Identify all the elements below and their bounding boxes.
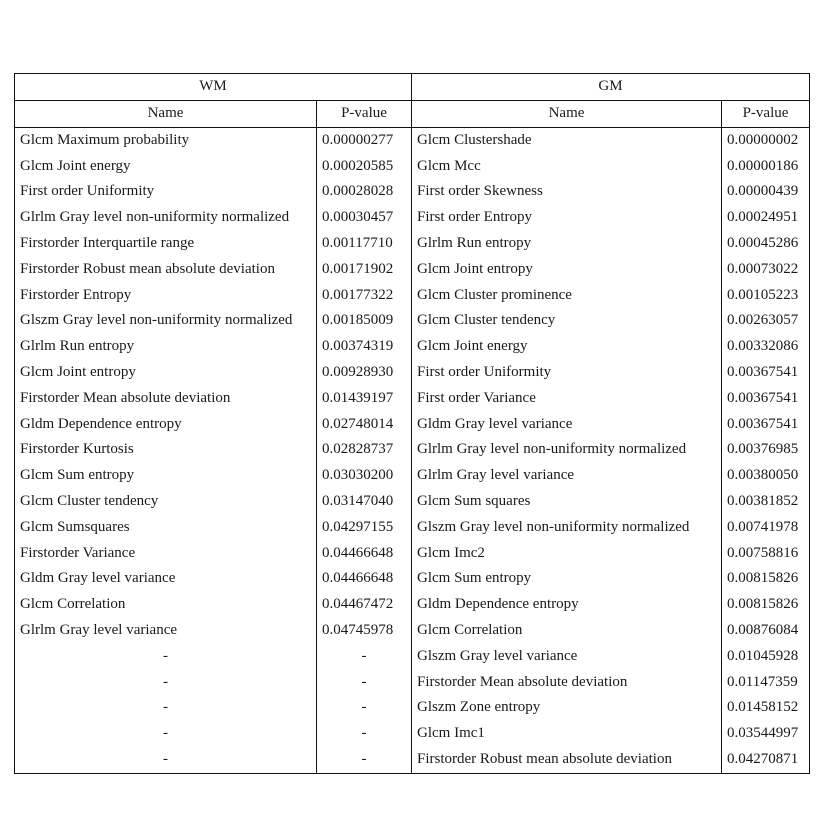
wm-feature-name: Glcm Sum entropy: [15, 463, 317, 489]
table-row: [15, 670, 810, 696]
gm-p-value: 0.00376985: [722, 437, 810, 463]
wm-p-value: 0.00030457: [317, 205, 412, 231]
wm-feature-name: -: [15, 695, 317, 721]
column-header-wm-pvalue: P-value: [317, 101, 412, 128]
gm-p-value: 0.00741978: [722, 515, 810, 541]
gm-p-value: 0.00380050: [722, 463, 810, 489]
wm-p-value: 0.03147040: [317, 489, 412, 515]
table-row: [15, 257, 810, 283]
wm-p-value: 0.04466648: [317, 541, 412, 567]
wm-feature-name: Firstorder Entropy: [15, 283, 317, 309]
gm-p-value: 0.00024951: [722, 205, 810, 231]
gm-feature-name: Glcm Sum entropy: [412, 566, 722, 592]
table-row: [15, 618, 810, 644]
gm-feature-name: Glszm Gray level non-uniformity normalized: [412, 515, 722, 541]
gm-feature-name: Glcm Joint energy: [412, 334, 722, 360]
group-header-wm: WM: [15, 74, 412, 101]
gm-p-value: 0.00876084: [722, 618, 810, 644]
gm-p-value: 0.00367541: [722, 412, 810, 438]
gm-feature-name: Glrlm Gray level variance: [412, 463, 722, 489]
gm-feature-name: Glcm Cluster prominence: [412, 283, 722, 309]
wm-p-value: 0.00928930: [317, 360, 412, 386]
gm-feature-name: Glcm Mcc: [412, 154, 722, 180]
table-row: [15, 386, 810, 412]
gm-p-value: 0.00073022: [722, 257, 810, 283]
gm-p-value: 0.00000186: [722, 154, 810, 180]
table-row: [15, 412, 810, 438]
table-row: [15, 179, 810, 205]
gm-feature-name: First order Entropy: [412, 205, 722, 231]
table-row: [15, 308, 810, 334]
gm-p-value: 0.00105223: [722, 283, 810, 309]
wm-feature-name: Glcm Maximum probability: [15, 127, 317, 153]
gm-p-value: 0.00367541: [722, 386, 810, 412]
gm-p-value: 0.00045286: [722, 231, 810, 257]
table-row: [15, 205, 810, 231]
gm-p-value: 0.00000002: [722, 127, 810, 153]
table-row: [15, 334, 810, 360]
table-row: [15, 721, 810, 747]
wm-p-value: 0.02828737: [317, 437, 412, 463]
column-header-row: [15, 101, 810, 128]
column-header-wm-name: Name: [15, 101, 317, 128]
gm-feature-name: Glcm Imc1: [412, 721, 722, 747]
wm-p-value: -: [317, 695, 412, 721]
gm-feature-name: Glrlm Gray level non-uniformity normalized: [412, 437, 722, 463]
gm-feature-name: Glcm Imc2: [412, 541, 722, 567]
gm-p-value: 0.00332086: [722, 334, 810, 360]
table-row: [15, 463, 810, 489]
gm-p-value: 0.00758816: [722, 541, 810, 567]
wm-p-value: 0.04467472: [317, 592, 412, 618]
gm-feature-name: Glcm Joint entropy: [412, 257, 722, 283]
gm-p-value: 0.00815826: [722, 592, 810, 618]
gm-feature-name: Glrlm Run entropy: [412, 231, 722, 257]
wm-p-value: 0.00028028: [317, 179, 412, 205]
wm-feature-name: Glcm Correlation: [15, 592, 317, 618]
wm-feature-name: Glcm Cluster tendency: [15, 489, 317, 515]
gm-p-value: 0.04270871: [722, 747, 810, 773]
wm-feature-name: Gldm Dependence entropy: [15, 412, 317, 438]
wm-feature-name: Firstorder Interquartile range: [15, 231, 317, 257]
table-row: [15, 231, 810, 257]
gm-feature-name: Glcm Correlation: [412, 618, 722, 644]
table-row: [15, 566, 810, 592]
wm-feature-name: Glcm Joint energy: [15, 154, 317, 180]
table-row: [15, 695, 810, 721]
table-row: [15, 644, 810, 670]
wm-feature-name: Firstorder Kurtosis: [15, 437, 317, 463]
gm-p-value: 0.00381852: [722, 489, 810, 515]
wm-p-value: 0.00177322: [317, 283, 412, 309]
wm-feature-name: Glszm Gray level non-uniformity normalized: [15, 308, 317, 334]
table-row: [15, 515, 810, 541]
wm-feature-name: First order Uniformity: [15, 179, 317, 205]
wm-p-value: 0.00185009: [317, 308, 412, 334]
wm-feature-name: Firstorder Variance: [15, 541, 317, 567]
wm-p-value: 0.00374319: [317, 334, 412, 360]
gm-p-value: 0.01045928: [722, 644, 810, 670]
wm-p-value: 0.00020585: [317, 154, 412, 180]
wm-feature-name: -: [15, 670, 317, 696]
wm-p-value: 0.00117710: [317, 231, 412, 257]
table-row: [15, 489, 810, 515]
wm-p-value: -: [317, 747, 412, 773]
wm-feature-name: Firstorder Mean absolute deviation: [15, 386, 317, 412]
wm-p-value: 0.00000277: [317, 127, 412, 153]
table-row: [15, 360, 810, 386]
gm-feature-name: Glszm Gray level variance: [412, 644, 722, 670]
gm-p-value: 0.01147359: [722, 670, 810, 696]
wm-p-value: 0.04466648: [317, 566, 412, 592]
gm-p-value: 0.00263057: [722, 308, 810, 334]
table-row: [15, 747, 810, 773]
group-header-gm: GM: [412, 74, 810, 101]
gm-p-value: 0.01458152: [722, 695, 810, 721]
wm-feature-name: -: [15, 747, 317, 773]
gm-p-value: 0.00815826: [722, 566, 810, 592]
table-row: [15, 437, 810, 463]
wm-feature-name: Glrlm Run entropy: [15, 334, 317, 360]
gm-feature-name: Gldm Dependence entropy: [412, 592, 722, 618]
column-header-gm-name: Name: [412, 101, 722, 128]
gm-feature-name: Firstorder Robust mean absolute deviation: [412, 747, 722, 773]
wm-feature-name: Glrlm Gray level variance: [15, 618, 317, 644]
gm-feature-name: Glszm Zone entropy: [412, 695, 722, 721]
wm-p-value: -: [317, 644, 412, 670]
table-row: [15, 592, 810, 618]
gm-feature-name: First order Variance: [412, 386, 722, 412]
wm-feature-name: -: [15, 721, 317, 747]
table-row: [15, 154, 810, 180]
wm-p-value: -: [317, 721, 412, 747]
column-header-gm-pvalue: P-value: [722, 101, 810, 128]
table-row: [15, 541, 810, 567]
table-row: [15, 127, 810, 153]
wm-feature-name: Gldm Gray level variance: [15, 566, 317, 592]
wm-p-value: -: [317, 670, 412, 696]
gm-p-value: 0.00367541: [722, 360, 810, 386]
wm-p-value: 0.02748014: [317, 412, 412, 438]
wm-feature-name: Firstorder Robust mean absolute deviation: [15, 257, 317, 283]
wm-p-value: 0.04745978: [317, 618, 412, 644]
table-body: [15, 127, 810, 773]
gm-feature-name: Gldm Gray level variance: [412, 412, 722, 438]
gm-feature-name: Glcm Clustershade: [412, 127, 722, 153]
gm-p-value: 0.03544997: [722, 721, 810, 747]
gm-p-value: 0.00000439: [722, 179, 810, 205]
gm-feature-name: Glcm Sum squares: [412, 489, 722, 515]
wm-feature-name: -: [15, 644, 317, 670]
wm-feature-name: Glrlm Gray level non-uniformity normalized: [15, 205, 317, 231]
gm-feature-name: Firstorder Mean absolute deviation: [412, 670, 722, 696]
wm-p-value: 0.04297155: [317, 515, 412, 541]
wm-p-value: 0.03030200: [317, 463, 412, 489]
gm-feature-name: First order Skewness: [412, 179, 722, 205]
features-pvalue-table: [14, 73, 810, 774]
wm-p-value: 0.00171902: [317, 257, 412, 283]
gm-feature-name: Glcm Cluster tendency: [412, 308, 722, 334]
group-header-row: [15, 74, 810, 101]
wm-feature-name: Glcm Sumsquares: [15, 515, 317, 541]
gm-feature-name: First order Uniformity: [412, 360, 722, 386]
wm-p-value: 0.01439197: [317, 386, 412, 412]
table-row: [15, 283, 810, 309]
wm-feature-name: Glcm Joint entropy: [15, 360, 317, 386]
